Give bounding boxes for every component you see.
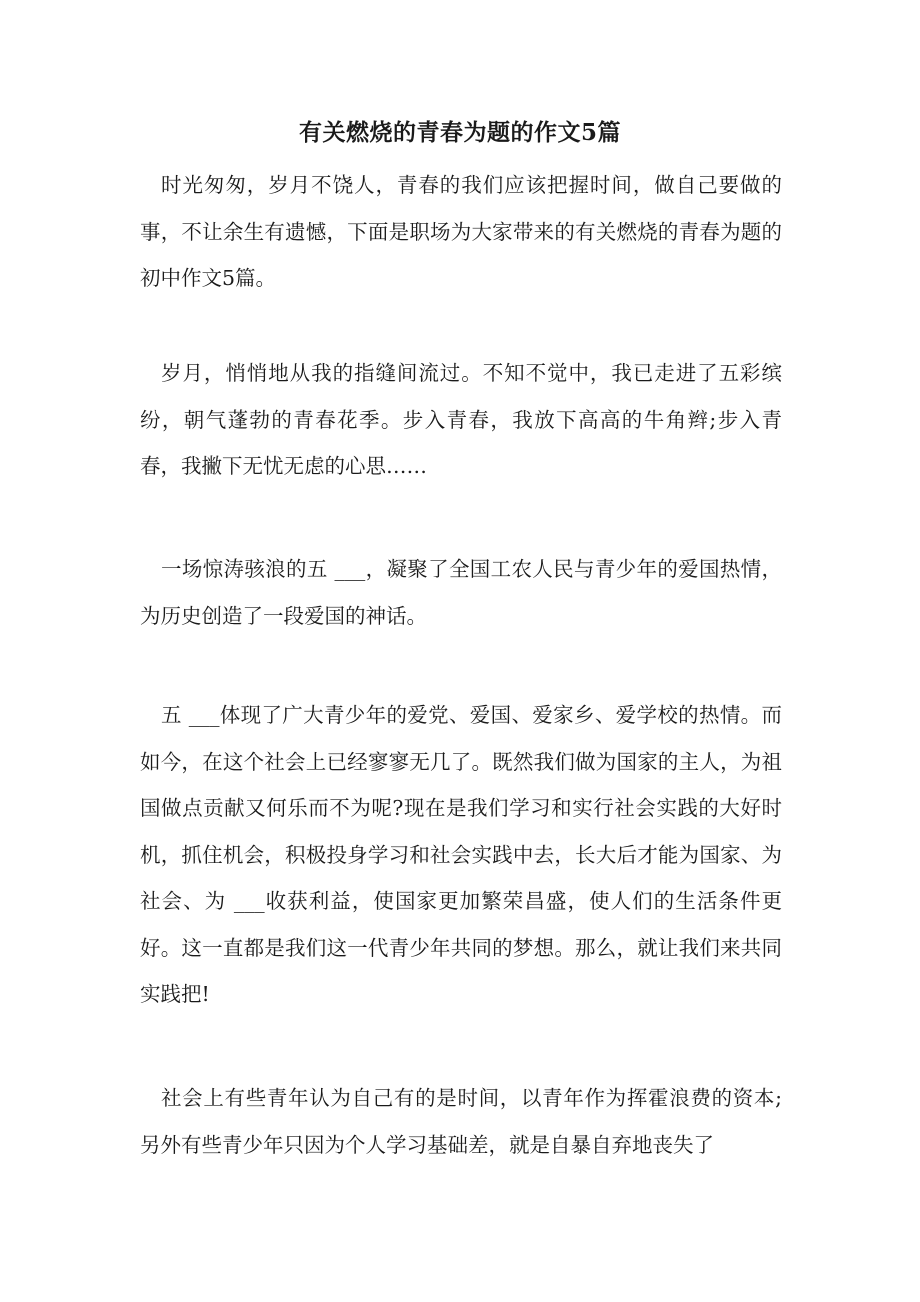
paragraph-5: 社会上有些青年认为自己有的是时间，以青年作为挥霍浪费的资本;另外有些青少年只因为个人学习基础差，就是自暴自弃地丧失了 bbox=[140, 1086, 782, 1157]
paragraph-intro: 时光匆匆，岁月不饶人，青春的我们应该把握时间，做自己要做的事，不让余生有遗憾，下面是职场为大家带来的有关燃烧的青春为题的初中作文5篇。 bbox=[140, 173, 782, 290]
paragraph-2: 岁月，悄悄地从我的指缝间流过。不知不觉中，我已走进了五彩缤纷，朝气蓬勃的青春花季。步入青春，我放下高高的牛角辫;步入青春，我撇下无忧无虑的心思…… bbox=[140, 361, 782, 478]
document-title: 有关燃烧的青春为题的作文5篇 bbox=[298, 119, 621, 146]
paragraph-4: 五 ___体现了广大青少年的爱党、爱国、爱家乡、爱学校的热情。而如今，在这个社会上已经寥寥无几了。既然我们做为国家的主人，为祖国做点贡献又何乐而不为呢?现在是我们学习和实行社会实践的大好时机，抓住机会，积极投身学习和社会实践中去，长大后才能为国家、为社会、为 ___收获利益，使国家更加繁荣昌盛，使人们的生活条件更好。这一直都是我们这一代青少年共同的梦想。那么，就让我们来共同实践把! bbox=[140, 703, 782, 1006]
paragraph-3: 一场惊涛骇浪的五 ___，凝聚了全国工农人民与青少年的爱国热情，为历史创造了一段爱国的神话。 bbox=[140, 557, 782, 628]
